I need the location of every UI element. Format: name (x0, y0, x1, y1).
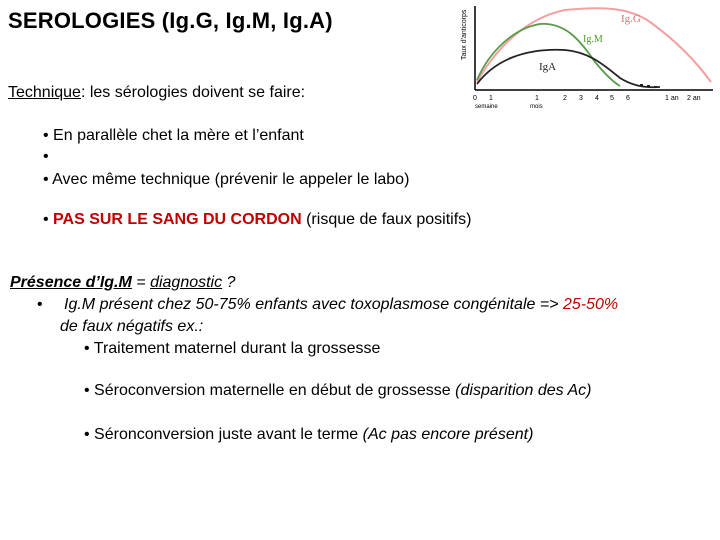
x-tick: 2 an (687, 95, 701, 102)
x-unit-semaine: semaine (475, 104, 498, 110)
y-axis-label: Taux d'anticorps (461, 9, 468, 60)
bullet-empty: • (43, 148, 49, 165)
presence-heading (10, 274, 235, 292)
presence-eq: = (131, 274, 151, 291)
item-note: (Ac pas encore présent) (362, 426, 534, 443)
presence-bullet: • (37, 296, 43, 313)
cordon-bullet: • (43, 211, 54, 228)
presence-question: ? (222, 274, 236, 291)
page-title: SEROLOGIES (Ig.G, Ig.M, Ig.A) (8, 8, 333, 33)
cordon-rest: (risque de faux positifs) (301, 211, 472, 228)
bullet-cordon (43, 211, 472, 229)
item-traitement (84, 340, 380, 358)
antibody-kinetics-figure (455, 0, 717, 135)
bullet-parallel: • En parallèle chet la mère et l’enfant (43, 127, 304, 144)
igg-label: Ig.G (621, 13, 641, 25)
presence-line2: de faux négatifs ex.: (60, 318, 204, 335)
x-tick: 5 (610, 95, 614, 102)
item-text: • Séronconversion juste avant le terme (84, 426, 363, 443)
false-negative-pct: 25-50% (562, 296, 619, 313)
bullet-technique: • Avec même technique (prévenir le appeler le labo) (43, 171, 410, 188)
x-tick: 3 (579, 95, 583, 102)
x-tick: 0 (473, 95, 477, 102)
presence-line1 (64, 296, 618, 314)
technique-label: Technique (8, 84, 81, 101)
igm-present-text: Ig.M présent chez 50-75% enfants avec toxoplasmose congénitale => (64, 296, 559, 313)
x-tick: 1 (489, 95, 493, 102)
cordon-warning: PAS SUR LE SANG DU CORDON (53, 211, 302, 228)
x-unit-mois: mois (530, 104, 543, 110)
technique-line (8, 84, 305, 102)
item-text: • Séroconversion maternelle en début de grossesse (84, 382, 456, 399)
x-tick: 1 (535, 95, 539, 102)
item-seroconversion-terme (84, 426, 533, 444)
item-seroconversion-debut (84, 382, 592, 400)
x-tick: 4 (595, 95, 599, 102)
item-note: (disparition des Ac) (455, 382, 592, 399)
igm-label: Ig.M (583, 34, 603, 45)
presence-title: Présence d’Ig.M (10, 274, 132, 291)
x-tick: 6 (626, 95, 630, 102)
presence-diagnostic: diagnostic (150, 274, 223, 291)
iga-label: IgA (539, 61, 557, 73)
technique-text: : les sérologies doivent se faire: (80, 84, 306, 101)
item-text: • Traitement maternel durant la grossesse (84, 340, 381, 357)
x-tick: 2 (563, 95, 567, 102)
x-tick: 1 an (665, 95, 679, 102)
